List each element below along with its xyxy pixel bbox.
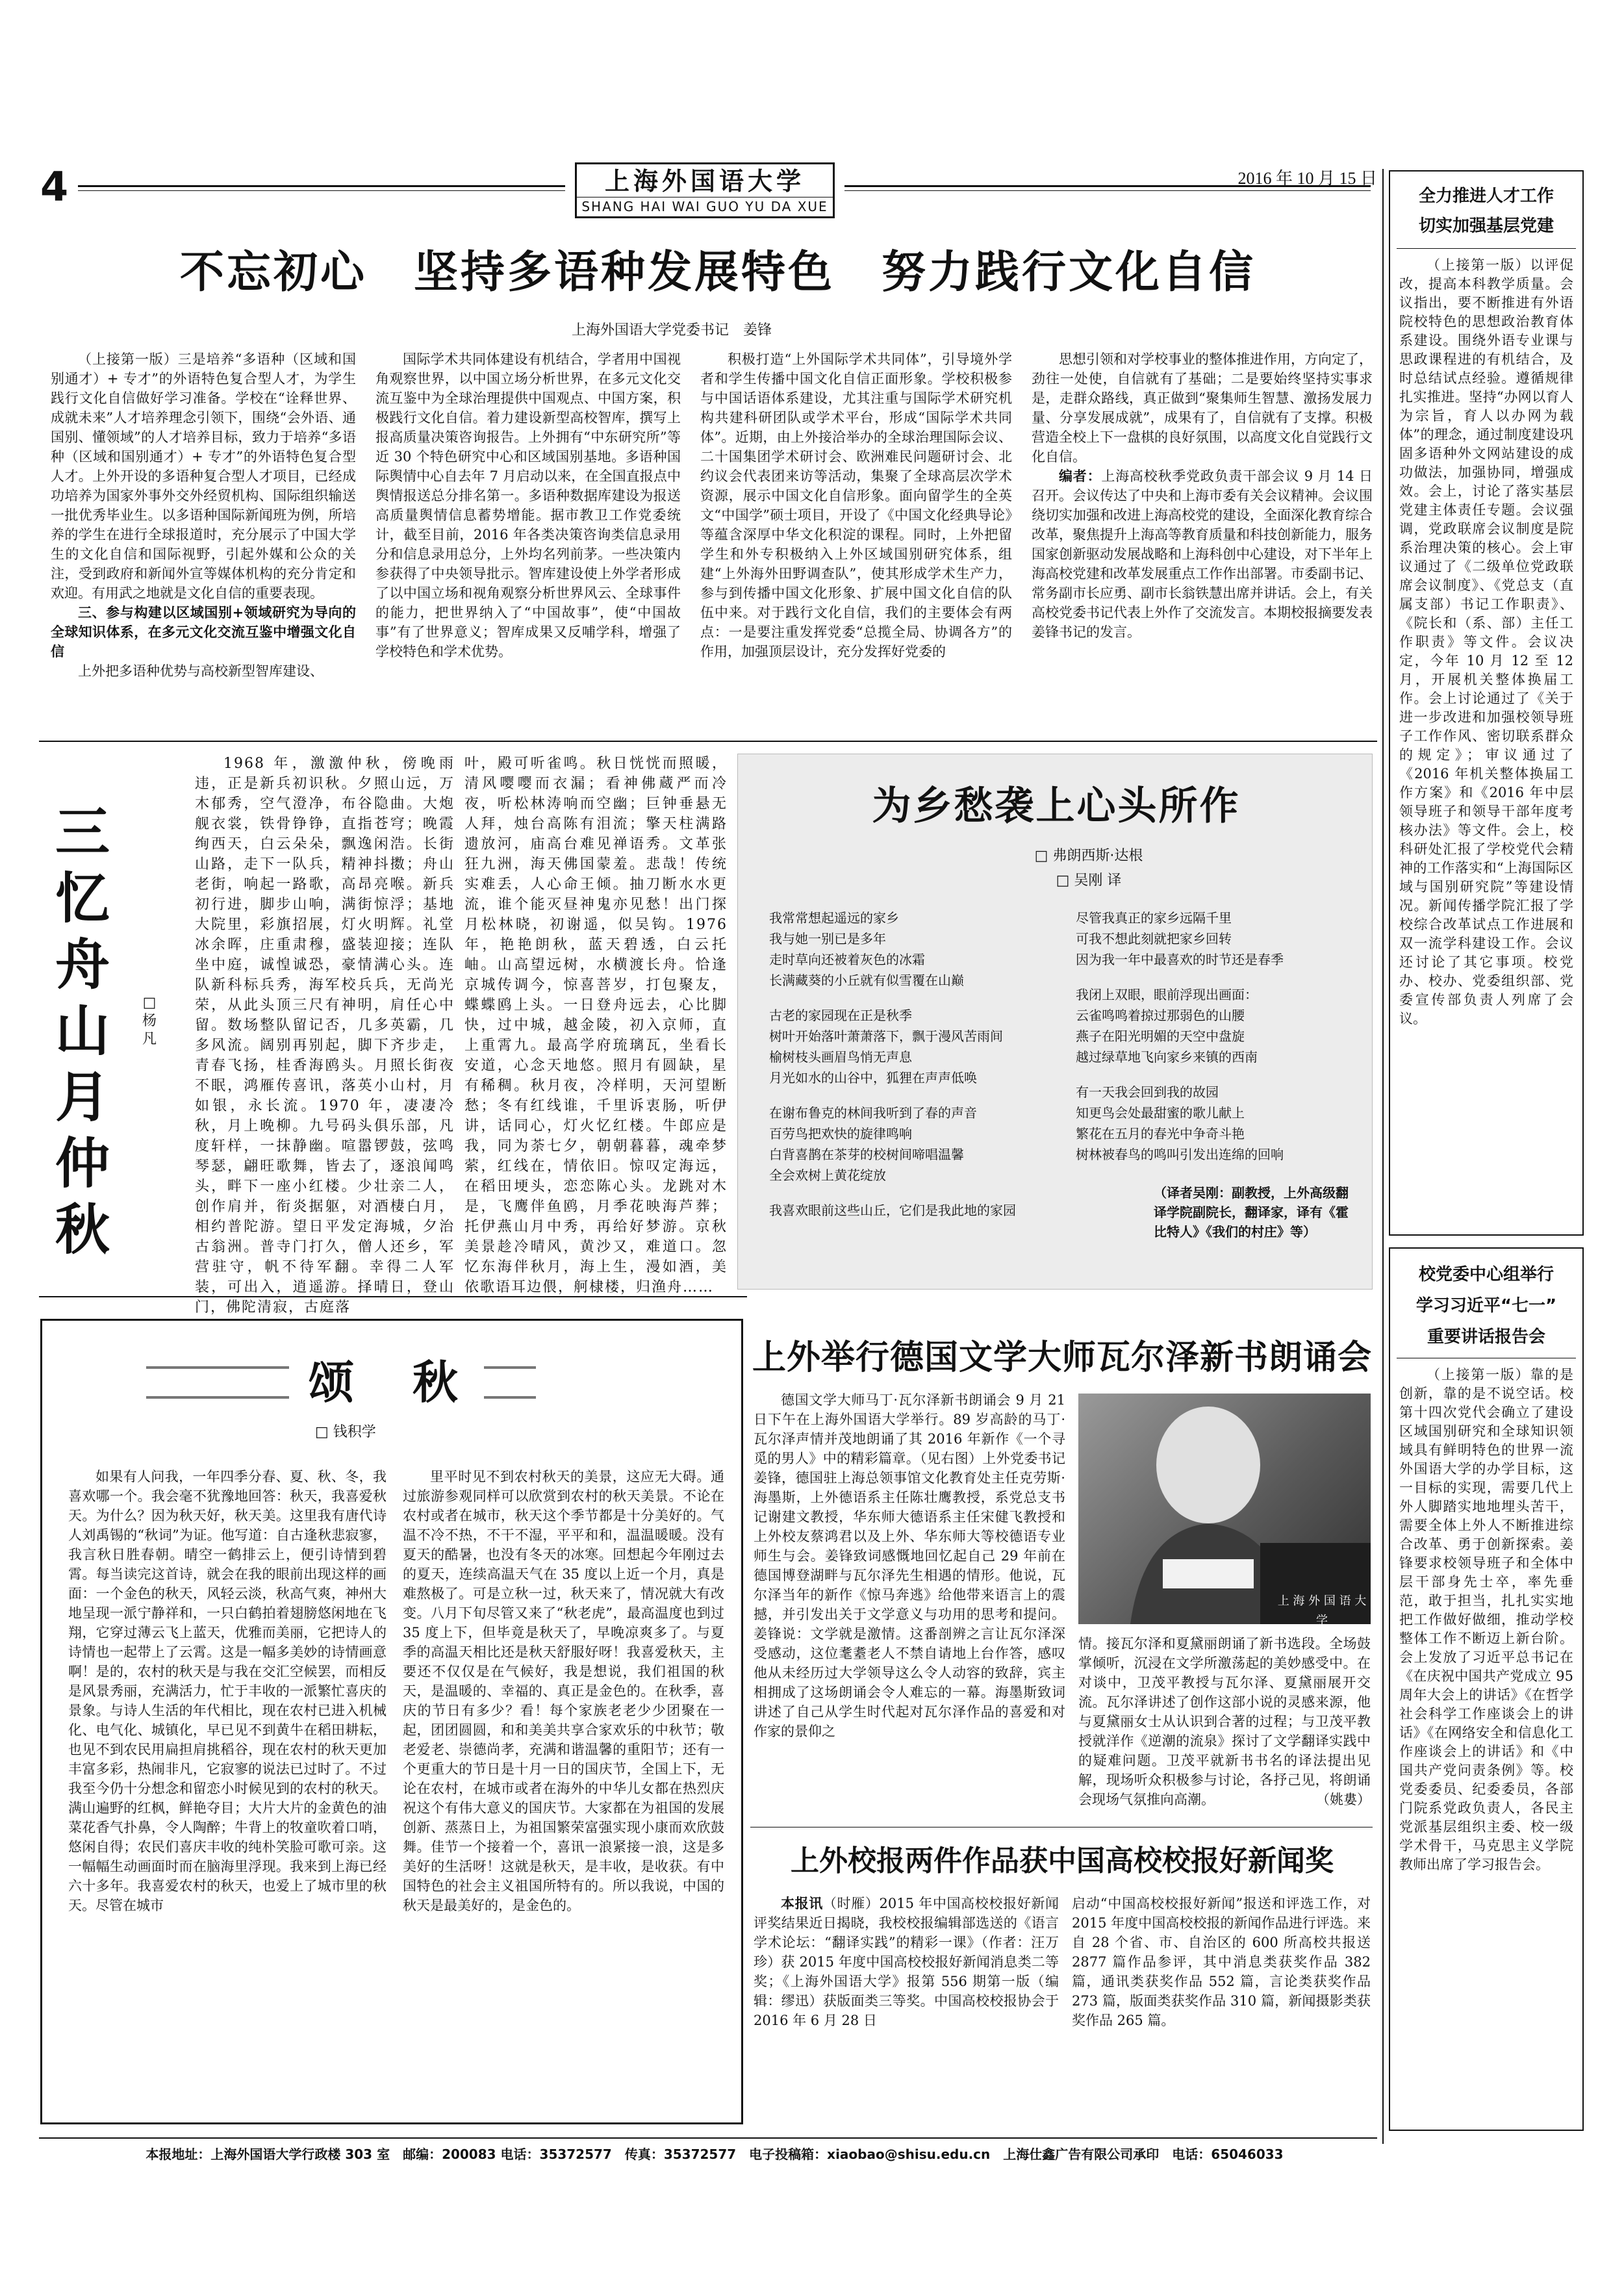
- award-label: 本报讯: [781, 1896, 823, 1911]
- poem-line: 因为我一年中最喜欢的时节还是春季: [1076, 952, 1284, 967]
- editor-note-label: 编者：: [1059, 468, 1102, 484]
- poem-line: 尽管我真正的家乡远隔千里: [1076, 910, 1232, 926]
- poem-line: 可我不想此刻就把家乡回转: [1076, 931, 1232, 947]
- poem-author: □ 弗朗西斯·达根: [1034, 848, 1143, 864]
- lead-headline: 不忘初心 坚持多语种发展特色 努力践行文化自信: [179, 247, 1256, 298]
- poem-line: 百劳鸟把欢快的旋律鸣响: [769, 1126, 912, 1141]
- lead-col4-text: 思想引领和对学校事业的整体推进作用，方向定了，劲往一处使，自信就有了基础；二是要始终坚持实事求是，走群众路线，真正做到“聚集师生智慧、激扬发展力量、分享发展成就”，成果有了，自信就有了支撑。积极营造全校上下一盘棋的良好氛围，以高度文化自觉践行文化自信。: [1032, 351, 1373, 465]
- award-col1-text: （时雁）2015 年中国高校校报好新闻评奖结果近日揭晓，我校校报编辑部选送的《语言学术论坛：“翻译实践”的精彩一课》（作者：汪万珍）获 2015 年度中国高校校报好新闻消息类二等奖；《上海外国语大学》报第 556 期第一版（编辑：缪迅）获版面类三等奖。中国高校校报协会于 2016 年 6 月 28 日: [754, 1896, 1059, 2028]
- paper-pinyin: SHANG HAI WAI GUO YU DA XUE: [577, 197, 833, 215]
- lead-subhead: 三、参与构建以区域国别+领域研究为导向的全球知识体系，在多元文化交流互鉴中增强文化自信: [51, 605, 356, 659]
- lead-column-1: [51, 350, 356, 734]
- poem-right-column: [1076, 908, 1355, 1167]
- poem-title: 为乡愁袭上心头所作: [872, 783, 1241, 829]
- poem-line: 在谢布鲁克的林间我听到了春的声音: [769, 1105, 977, 1121]
- poem-line: 知更鸟会处最甜蜜的歌儿献上: [1076, 1105, 1245, 1121]
- sidebar-bottom-title-1: 校党委中心组举行: [1418, 1265, 1554, 1284]
- poem-line: 我与她一别已是多年: [769, 931, 886, 947]
- poem-line: 走时草向还被着灰色的冰霜: [769, 952, 925, 967]
- sidebar-bottom-title-3: 重要讲话报告会: [1427, 1327, 1545, 1347]
- poem-box: [737, 754, 1373, 1290]
- mooncake-title: 三忆舟山月仲秋: [55, 800, 110, 1262]
- poem-translator-note: （译者吴刚：副教授，上外高级翻译学院副院长，翻译家，译有《霍比特人》《我们的村庄》等）: [1154, 1185, 1349, 1240]
- photo-podium-text: 上 海 外 国 语 大 学: [1277, 1594, 1367, 1627]
- issue-date: 2016 年 10 月 15 日: [1237, 169, 1377, 188]
- lead-column-3: 积极打造“上外国际学术共同体”，引导境外学者和学生传播中国文化自信正面形象。学校积极参与中国话语体系建设，尤其注重与国际学术研究机构共建科研团队或学术平台，形成“国际学术共同体”。近期，由上外接洽举办的全球治理国际会议、二十国集团学术研讨会、欧洲难民问题研讨会、北约议会代表团来访等活动，集聚了全球高层次学术资源，展示中国文化自信形象。面向留学生的全英文“中国学”硕士项目，开设了《中国文化经典导论》等蕴含深厚中华文化积淀的课程。同时，上外把留学生和外专积极纳入上外区域国别研究体系，组建“上外海外田野调查队”，使其形成学术生产力，参与到传播中国文化形象、扩展中国文化自信的队伍中来。对于践行文化自信，我们的主要体会有两点：一是要注重发挥党委“总揽全局、协调各方”的作用，加强顶层设计，充分发挥好党委的: [700, 351, 1012, 659]
- poem-line: 越过绿草地飞向家乡来镇的西南: [1076, 1049, 1258, 1065]
- sidebar-top: [1389, 170, 1584, 1236]
- poem-line: 树叶开始落叶萧萧落下，飘于漫风苦雨间: [769, 1028, 1003, 1044]
- award-headline: 上外校报两件作品获中国高校校报好新闻奖: [791, 1844, 1334, 1878]
- autumn-title: 颂 秋: [289, 1353, 484, 1412]
- poem-line: 繁花在五月的春光中争奇斗艳: [1076, 1126, 1245, 1141]
- page-number: 4: [40, 163, 69, 210]
- reading-column-2: [1078, 1634, 1371, 1822]
- award-column-2: 启动“中国高校校报好新闻”报送和评选工作，对 2015 年度中国高校校报的新闻作品进行评选。来自 28 个省、市、自治区的 600 所高校共报送 2877 篇作品参评，其中消息类获奖作品 382 篇，通讯类获奖作品 552 篇，言论类获奖作品 273 篇，版面类获奖作品 310 篇，新闻摄影类获奖作品 265 篇。: [1072, 1896, 1371, 2028]
- sidebar-top-body: （上接第一版）以评促改，提高本科教学质量。会议指出，要不断推进有外语院校特色的思想政治教育体系建设。围绕外语专业课与思政课程进的有机结合，及时总结试点经验。遵循规律扎实推进。坚持“办网以育人为宗旨，育人以办网为载体”的理念，通过制度建设巩固多语种外文网站建设的成功做法，加强协同，增强成效。会上，讨论了落实基层党建主体责任专题。会议强调，党政联席会议制度是院系治理决策的核心。会上审议通过了《二级单位党政联席会议制度》、《党总支（直属支部）书记工作职责》、《院长和（系、部）主任工作职责》等文件。会议决定，今年 10 月 12 至 12 月，开展机关整体换届工作。会上讨论通过了《关于进一步改进和加强校领导班子工作作风、密切联系群众的规定》；审议通过了《2016 年机关整体换届工作方案》和《2016 年中层领导班子和领导干部年度考核办法》等文件。会上，校科研处汇报了学校党代会精神的工作落实和“上海国际区域与国别研究院”等建设情况。新闻传播学院汇报了学校综合改革试点工作进展和双一流学科建设工作。会议还讨论了其它事项。校党办、校办、党委组织部、党委宣传部负责人列席了会议。: [1399, 257, 1573, 1026]
- sidebar-bottom-title-2: 学习习近平“七一”: [1415, 1296, 1557, 1316]
- speaker-photo-icon: [1078, 1394, 1371, 1627]
- autumn-column-2: 里平时见不到农村秋天的美景，这应无大碍。通过旅游参观同样可以欣赏到农村的秋天美景。不论在农村或者在城市，秋天这个季节都是十分美好的。气温不冷不热，不干不湿，平平和和，温温暖暖。没有夏天的酷暑，也没有冬天的冰寒。回想起今年刚过去的夏天，连续高温天气在 35 度以上近一个月，真是难熬极了。可是立秋一过，秋天来了，情况就大有改变。八月下旬尽管又来了“秋老虎”，最高温度也到过 35 度上下，但毕竟是秋天了，早晚凉爽多了。与夏季的高温天相比还是秋天舒服好呀！我喜爱秋天，主要还不仅仅是在气候好，我是想说，我们祖国的秋天，是温暖的、幸福的、真正是金色的。在秋季，喜庆的节日有多少？看！每个家族老老少少团聚在一起，团团圆圆，和和美美共享合家欢乐的中秋节；敬老爱老、崇德尚孝，充满和谐温馨的重阳节；还有一个更重大的节日是十月一日的国庆节，全国上下，无论在农村，在城市或者在海外的中华儿女都在热烈庆祝这个有伟大意义的国庆节。大家都在为祖国的发展创新、蒸蒸日上，为祖国繁荣富强实现小康而欢欣鼓舞。佳节一个接着一个，喜讯一浪紧接一浪，这是多美好的生活呀！这就是秋天，是丰收，是收获。有中国特色的社会主义祖国所特有的。所以我说，中国的秋天是最美好的，是金色的。: [403, 1469, 724, 1913]
- poem-stanza: [1076, 1082, 1355, 1165]
- poem-line: 有一天我会回到我的故园: [1076, 1084, 1219, 1100]
- poem-left-column: [769, 908, 1048, 1271]
- poem-stanza: [769, 1102, 1048, 1186]
- autumn-column-1: 如果有人问我，一年四季分春、夏、秋、冬，我喜欢哪一个。我会毫不犹豫地回答：秋天，我喜爱秋天。为什么？因为秋天好，秋天美。这里我有唐代诗人刘禹锡的“秋词”为证。他写道：自古逢秋悲寂寥，我言秋日胜春朝。晴空一鹤排云上，便引诗情到碧霄。每当读完这首诗，就会在我的眼前出现这样的画面：一个金色的秋天，风轻云淡，秋高气爽，神州大地呈现一派宁静祥和，一只白鹤拍着翅膀悠闲地在飞翔，它穿过薄云飞上蓝天，优雅而美丽，它把诗人的诗情也一起带上了云霄。这是一幅多美妙的诗情画意啊！是的，农村的秋天是与我在交汇空候罢，而相反是风景秀丽，充满活力，忙于丰收的一派繁忙喜庆的景象。与诗人生活的年代相比，现在农村已进入机械化、电气化、城镇化，早已见不到黄牛在稻田耕耘，也见不到农民用扁担肩挑稻谷，现在农村的秋天更加丰富多彩，热闹非凡，它寂寥的说法已过时了。不过我至今仍十分想念和留恋小时候见到的农村的秋天。满山遍野的红枫，鲜艳夺目；大片大片的金黄色的油菜花香气扑鼻，令人陶醉；牛背上的牧童吹着口哨，悠闲自得；农民们喜庆丰收的纯朴笑脸可歌可亲。这一幅幅生动画面时而在脑海里浮现。我来到上海已经六十多年。我喜爱农村的秋天，也爱上了城市里的秋天。尽管在城市: [68, 1469, 387, 1913]
- sidebar-bottom: [1389, 1247, 1584, 2131]
- autumn-box: [40, 1319, 743, 2124]
- poem-stanza: [769, 1200, 1048, 1221]
- poem-stanza: [769, 908, 1048, 991]
- lead-column-2: 国际学术共同体建设有机结合，学者用中国视角观察世界，以中国立场分析世界，在多元文化交流互鉴中为全球治理提供中国观点、中国方案，积极践行文化自信。着力建设新型高校智库，撰写上报高质量决策咨询报告。上外拥有“中东研究所”等近 30 个特色研究中心和区域国别基地。多语种国际舆情中心自去年 7 月启动以来，在全国直报点中舆情报送总分排名第一。多语种数据库建设为报送高质量舆情信息蓄势增能。据市教卫工作党委统计，截至目前，2016 年各类决策咨询类信息录用分和信息录用总分，上外均名列前茅。一些决策内参获得了中央领导批示。智库建设使上外学者形成了以中国立场和视角观察分析世界风云、全球事件的能力，把世界纳入了“中国故事”，使“中国故事”有了世界意义；智库成果又反哺学科，增强了学校特色和学术优势。: [375, 351, 681, 659]
- reading-signature: （姚婁）: [1316, 1792, 1371, 1807]
- poem-line: 云雀鸣鸣着掠过那弱色的山腰: [1076, 1008, 1245, 1023]
- mooncake-column-1: 1968 年，激激仲秋，傍晚雨违，正是新兵初识秋。夕照山远，万木郁秀，空气澄净，布谷隐曲。大炮舰衣裳，铁骨铮铮，直指苍穹；晚霞绚西天，白云朵朵，飘逸闲浩。长街山路，走下一队兵，精神抖擞；舟山老街，响起一路歌，高昂亮喉。新兵初行进，脚步山响，满街惊浮；基地大院里，彩旗招展，灯火明辉。礼堂冰余晖，庄重肃穆，盛装迎接；连队坐中庭，诚惶诚恐，豪情满心头。连队新科标兵秀，海军校兵兵，无尚光荣，从此头顶三尺有神明，肩任心中留。数场整队留记否，几多英霸，几多风流。阔别再别起，脚下齐步走，青春飞扬，桂香海鸥头。月照长街夜不眠，鸿雁传喜讯，落英小山村，月如银，永长流。1970 年，凄凄冷秋，月上晚柳。九号码头俱乐部，凡度轩样，一抹静幽。喧嚣锣鼓，弦鸣琴瑟，翩旺歌舞，皆去了，逐浪闻鸣头，畔下一座小红楼。少壮亲二人，创作肩并，衔炎据躯，对酒棲白月，相约普陀游。望日平发定海城，夕治古翁洲。普寺门打久，僧人还乡，军营驻守，帆不待军翻。幸得二人军装，可出入，逍遥游。择晴日，登山门，佛陀清寂，古庭落: [195, 756, 455, 1316]
- autumn-author: □ 钱积学: [315, 1424, 376, 1440]
- lead-col1-text: （上接第一版）三是培养“多语种（区域和国别通才）+ 专才”的外语特色复合型人才，为学生践行文化自信做好学习准备。学校在“诠释世界、成就未来”人才培养理念引领下，围绕“会外语、通国别、懂领域”的人才培养目标，致力于培养“多语种（区域和国别通才）+ 专才”的外语特色复合型人才。上外开设的多语种复合型人才项目，已经成功培养为国家外事外交外经贸机构、国际组织输送一批优秀毕业生。以多语种国际新闻班为例，所培养的学生在进行全球报道时，充分展示了中国大学生的文化自信和国际视野，引起外媒和公众的关注，受到政府和新闻外宣等媒体机构的充分肯定和欢迎。有用武之地就是文化自信的重要表现。: [51, 351, 356, 601]
- poem-line: 树林被春鸟的鸣叫引发出连绵的回响: [1076, 1147, 1284, 1162]
- sidebar-top-title-2: 切实加强基层党建: [1418, 216, 1554, 236]
- poem-line: 全会欢树上黄花绽放: [769, 1167, 886, 1183]
- poem-line: 白背喜鹊在茶芽的校树间啼唱温馨: [769, 1147, 964, 1162]
- footer-info: 本报地址：上海外国语大学行政楼 303 室 邮编：200083 电话：35372577 传真：35372577 电子投稿箱：xiaobao@shisu.edu.cn 上海仕鑫广告有限公司承印 电话：65046033: [146, 2146, 1284, 2162]
- poem-line: 长满藏葵的小丘就有似雪覆在山巅: [769, 973, 964, 988]
- reading-photo: [1078, 1394, 1371, 1627]
- poem-stanza: [1076, 984, 1355, 1067]
- paper-name: 上海外国语大学: [604, 166, 805, 196]
- poem-line: 燕子在阳光明媚的天空中盘旋: [1076, 1028, 1245, 1044]
- poem-translator: □ 吴刚 译: [1056, 872, 1122, 889]
- reading-headline: 上外举行德国文学大师瓦尔泽新书朗诵会: [752, 1338, 1372, 1377]
- lead-col1-tail: 上外把多语种优势与高校新型智库建设、: [78, 663, 324, 679]
- mooncake-column-2: 叶，殿可听雀鸣。秋日恍恍而照暖，清风嘤嘤而衣漏；看神佛蔵严而冷夜，听松林涛响而空幽；巨钟垂悬无人拜，烛台高陈有泪流；擎天柱满路遗放河，庙高台难见禅语秀。文革张狂九洲，海天佛国蒙羞。悲哉！传统实难丢，人心命王倾。抽刀断水水更流，谁个能灭昼神鬼亦见愁！出门探月松林晓，初谢遥，似吴钩。1976 年，艳艳朗秋，蓝天碧透，白云托岫。山高望远树，水横渡长舟。恰逢京城传调今，惊喜菩岁，打包聚友，蝶蝶鸥上头。一日登舟远去，心比脚快，过中城，越金陵，初入京师，直上重霄九。最高学府琉璃瓦，坐看长安道，心念天地悠。照月有圆缺，星有稀稠。秋月夜，冷样明，天河望断愁；冬有红线谁，千里诉衷肠，听伊讲，话同心，灯火忆红楼。牛郎应是我，同为荼七夕，朝朝暮暮，魂牵梦萦，红线在，情依旧。惊叹定海远，在稻田埂头，恋恋陈心头。龙跳对木是，飞鹰伴鱼鸥，月季花映海芦葬；托伊燕山月中秀，再给好梦游。京秋美景趁冷晴风，黄沙又，难道口。忽忆东海伴秋月，海上生，漫如酒，美依歌语耳边偎，舸棣楼，归渔舟……: [464, 756, 728, 1295]
- editor-note-text: 上海高校秋季党政负责干部会议 9 月 14 日召开。会议传达了中央和上海市委有关会议精神。会议围绕切实加强和改进上海高校党的建设，全面深化教育综合改革，聚焦提升上海高等教育质量和科技创新能力，服务国家创新驱动发展战略和上海科创中心建设，对下半年上海高校党建和改革发展重点工作作出部署。市委副书记、常务副市长应勇、副市长翁铁慧出席并讲话。会上，有关高校党委书记代表上外作了交流发言。本期校报摘要发表姜锋书记的发言。: [1032, 468, 1373, 640]
- poem-line: 古老的家园现在正是秋季: [769, 1008, 912, 1023]
- masthead-logo-box: [575, 162, 835, 218]
- editor-note: [1032, 466, 1373, 642]
- reading-col1-text: 德国文学大师马丁·瓦尔泽新书朗诵会 9 月 21 日下午在上海外国语大学举行。89 岁高龄的马丁·瓦尔泽声情并茂地朗诵了其 2016 年新作《一个寻觅的男人》中的精彩篇章。（见右图）上外党委书记姜锋，德国驻上海总领事馆文化教育处主任克劳斯·海墨斯，上外德语系主任陈壮鹰教授，系党总支书记谢建文教授，华东师大德语系主任宋健飞教授和上外校友蔡鸿君以及上外、华东师大等校德语专业师生与会。姜锋致词感慨地回忆起自己 29 年前在德国博登湖畔与瓦尔泽先生相遇的情形。他说，瓦尔泽当年的新作《惊马奔逃》给他带来语言上的震撼，并引发出关于文学意义与功用的思考和提问。姜锋说：文学就是激情。这番剖辨之言让瓦尔泽深受感动，这位耄耋老人不禁自请地上台作答，感叹他从未经历过大学领导这么令人动容的致辞，宾主相拥成了这场朗诵会令人难忘的一幕。海墨斯致词讲述了自己从学生时代起对瓦尔泽作品的喜爱和对作家的景仰之: [754, 1392, 1065, 1739]
- award-column-1: [754, 1894, 1059, 2124]
- poem-line: 我常常想起遥远的家乡: [769, 910, 899, 926]
- poem-line: 我闭上双眼，眼前浮现出画面：: [1076, 987, 1258, 1002]
- poem-stanza: [1076, 908, 1355, 970]
- poem-line: 月光如水的山谷中，狐狸在声声低唤: [769, 1070, 977, 1086]
- lead-byline: 上海外国语大学党委书记 姜锋: [572, 322, 772, 338]
- mooncake-author: □ 杨 凡: [142, 995, 157, 1047]
- sidebar-bottom-body: （上接第一版）靠的是创新，靠的是不说空话。校第十四次党代会确立了建设区域国别研究和全球知识领域具有鲜明特色的世界一流外国语大学的办学目标，这一目标的实现，需要几代上外人脚踏实地地埋头苦干，需要全体上外人不断推进综合改革、勇于创新探索。姜锋要求校领导班子和全体中层干部身先士卒，率先垂范，敢于担当，扎扎实实地把工作做好做细，推动学校整体工作不断迈上新台阶。会上发放了习近平总书记在《在庆祝中国共产党成立 95 周年大会上的讲话》《在哲学社会科学工作座谈会上的讲话》《在网络安全和信息化工作座谈会上的讲话》和《中国共产党问责条例》等。校党委委员、纪委委员，各部门院系党政负责人，各民主党派基层组织主委、校一级学术骨干，马克思主义学院教师出席了学习报告会。: [1399, 1367, 1573, 1872]
- reading-column-1: [754, 1390, 1065, 1819]
- sidebar-top-title-1: 全力推进人才工作: [1418, 186, 1554, 206]
- poem-line: 我喜欢眼前这些山丘，它们是我此地的家园: [769, 1203, 1016, 1218]
- reading-col2-text: 情。接瓦尔泽和夏黛丽朗诵了新书选段。全场鼓掌倾听，沉浸在文学所激荡起的美妙感受中。在对谈中，卫茂平教授与瓦尔泽、夏黛丽展开交流。瓦尔泽讲述了创作这部小说的灵感来源，他与夏黛丽女士从认识到合著的过程；与卫茂平教授就洋作《逆潮的流泉》探讨了文学翻译实践中的疑难问题。卫茂平就新书书名的译法提出见解，现场听众积极参与讨论，各抒己见，将朗诵会现场气氛推向高潮。: [1078, 1636, 1371, 1807]
- poem-line: 榆树枝头画眉鸟悄无声息: [769, 1049, 912, 1065]
- poem-stanza: [769, 1005, 1048, 1088]
- lead-column-4: [1032, 350, 1373, 734]
